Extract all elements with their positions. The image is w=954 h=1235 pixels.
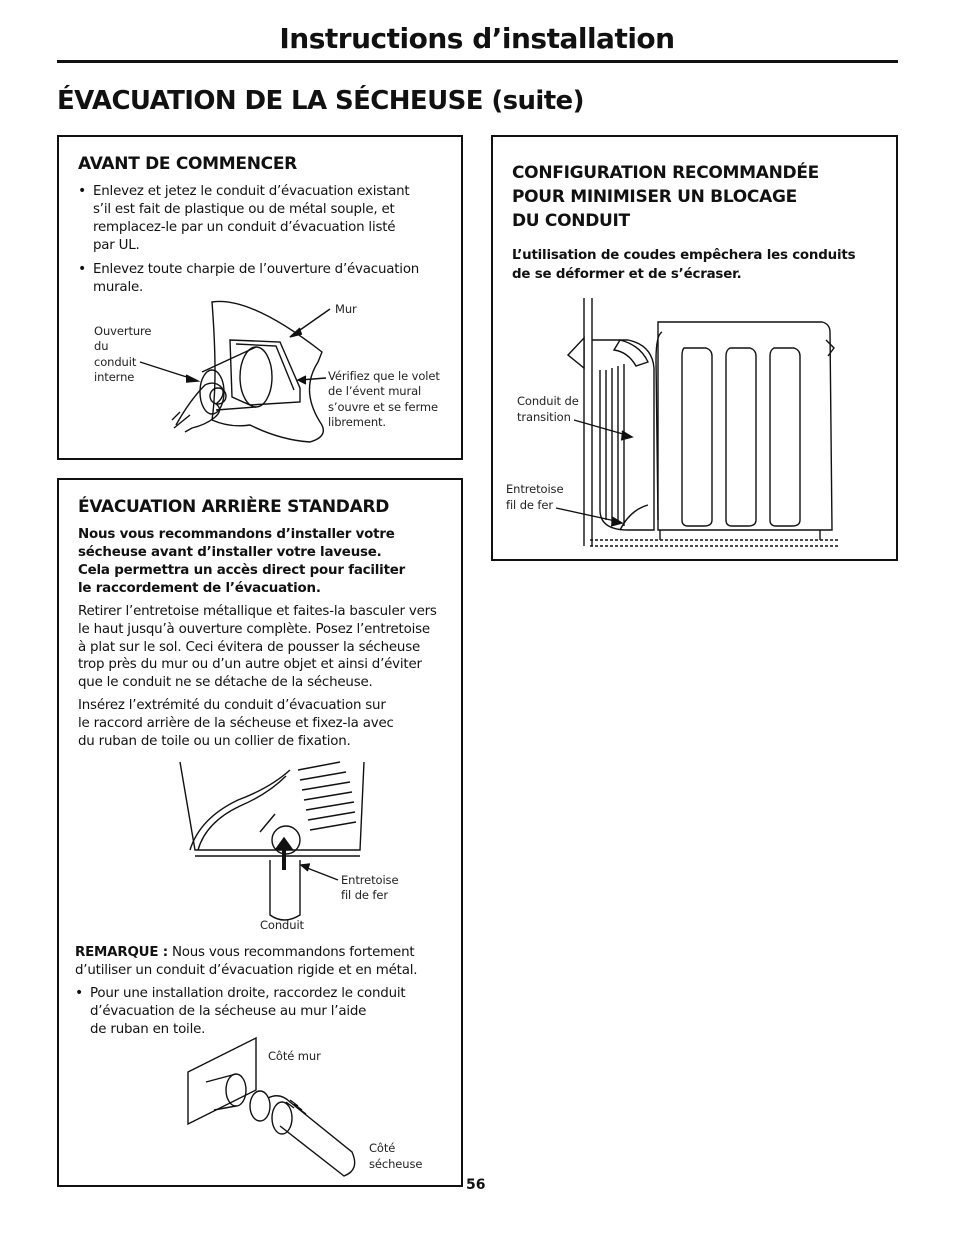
standard-para1-l3: à plat sur le sol. Ceci évitera de pousser la sécheuse xyxy=(78,640,421,655)
before-bullet1-l1: Enlevez et jetez le conduit d’évacuation existant xyxy=(93,184,410,199)
label-dryer-side-l2: sécheuse xyxy=(369,1157,423,1171)
standard-para1-l4: trop près du mur ou d’un autre objet et ainsi d’éviter xyxy=(78,657,422,672)
page-number: 56 xyxy=(466,1177,486,1193)
standard-para1-l1: Retirer l’entretoise métallique et faites-la basculer vers xyxy=(78,604,437,619)
before-bullet2-l2: murale. xyxy=(93,280,144,295)
note-l1: Nous vous recommandons fortement xyxy=(167,945,415,960)
config-bold-l2: de se déformer et de s’écraser. xyxy=(512,267,742,282)
label-check-l2: de l’évent mural xyxy=(328,384,422,398)
label-check-l4: librement. xyxy=(328,415,386,429)
note-label: REMARQUE : xyxy=(75,945,168,960)
label-opening-l3: conduit xyxy=(94,355,137,369)
label-check-l3: s’ouvre et se ferme xyxy=(328,400,438,414)
config-heading-l1: CONFIGURATION RECOMMANDÉE xyxy=(512,163,819,183)
standard-bold-l2: sécheuse avant d’installer votre laveuse. xyxy=(78,545,382,560)
config-heading-l3: DU CONDUIT xyxy=(512,211,630,231)
label-spacer-l1: Entretoise xyxy=(341,873,399,887)
label-config-spacer-l1: Entretoise xyxy=(506,482,564,496)
bullet-dot: • xyxy=(78,261,87,277)
label-transition-l1: Conduit de xyxy=(517,394,579,408)
label-wall: Mur xyxy=(335,302,357,316)
standard-bold-l3: Cela permettra un accès direct pour faciliter xyxy=(78,563,406,578)
standard-bold-l4: le raccordement de l’évacuation. xyxy=(78,581,321,596)
standard-para2-l3: du ruban de toile ou un collier de fixation. xyxy=(78,734,351,749)
label-opening-l4: interne xyxy=(94,370,135,384)
before-bullet1-l2: s’il est fait de plastique ou de métal souple, et xyxy=(93,202,395,217)
before-heading: AVANT DE COMMENCER xyxy=(78,154,297,174)
before-bullet1-l4: par UL. xyxy=(93,238,140,253)
standard-para2-l1: Insérez l’extrémité du conduit d’évacuation sur xyxy=(78,698,386,713)
label-check-l1: Vérifiez que le volet xyxy=(328,369,440,383)
standard-heading: ÉVACUATION ARRIÈRE STANDARD xyxy=(78,497,390,517)
section-title: ÉVACUATION DE LA SÉCHEUSE (suite) xyxy=(57,86,584,116)
label-spacer-l2: fil de fer xyxy=(341,888,388,902)
note-l2: d’utiliser un conduit d’évacuation rigide et en métal. xyxy=(75,963,418,978)
standard-bold-l1: Nous vous recommandons d’installer votre xyxy=(78,527,395,542)
label-duct: Conduit xyxy=(260,918,304,932)
page-header-title: Instructions d’installation xyxy=(279,22,675,55)
standard-bullet-l2: d’évacuation de la sécheuse au mur l’aide xyxy=(90,1004,367,1019)
label-opening-l2: du xyxy=(94,339,109,353)
label-config-spacer-l2: fil de fer xyxy=(506,498,553,512)
bullet-dot: • xyxy=(75,985,84,1001)
standard-bullet-l1: Pour une installation droite, raccordez le conduit xyxy=(90,986,406,1001)
config-heading-l2: POUR MINIMISER UN BLOCAGE xyxy=(512,187,797,207)
label-wall-side: Côté mur xyxy=(268,1049,321,1063)
label-opening-l1: Ouverture xyxy=(94,324,152,338)
before-bullet2-l1: Enlevez toute charpie de l’ouverture d’évacuation xyxy=(93,262,420,277)
standard-bullet-l3: de ruban en toile. xyxy=(90,1022,206,1037)
before-bullet1-l3: remplacez-le par un conduit d’évacuation listé xyxy=(93,220,396,235)
standard-para2-l2: le raccord arrière de la sécheuse et fixez-la avec xyxy=(78,716,394,731)
config-bold-l1: L’utilisation de coudes empêchera les conduits xyxy=(512,248,856,263)
bullet-dot: • xyxy=(78,183,87,199)
label-dryer-side-l1: Côté xyxy=(369,1141,396,1155)
label-transition-l2: transition xyxy=(517,410,571,424)
standard-para1-l5: que le conduit ne se détache de la sécheuse. xyxy=(78,675,373,690)
standard-para1-l2: le haut jusqu’à ouverture complète. Posez l’entretoise xyxy=(78,622,430,637)
